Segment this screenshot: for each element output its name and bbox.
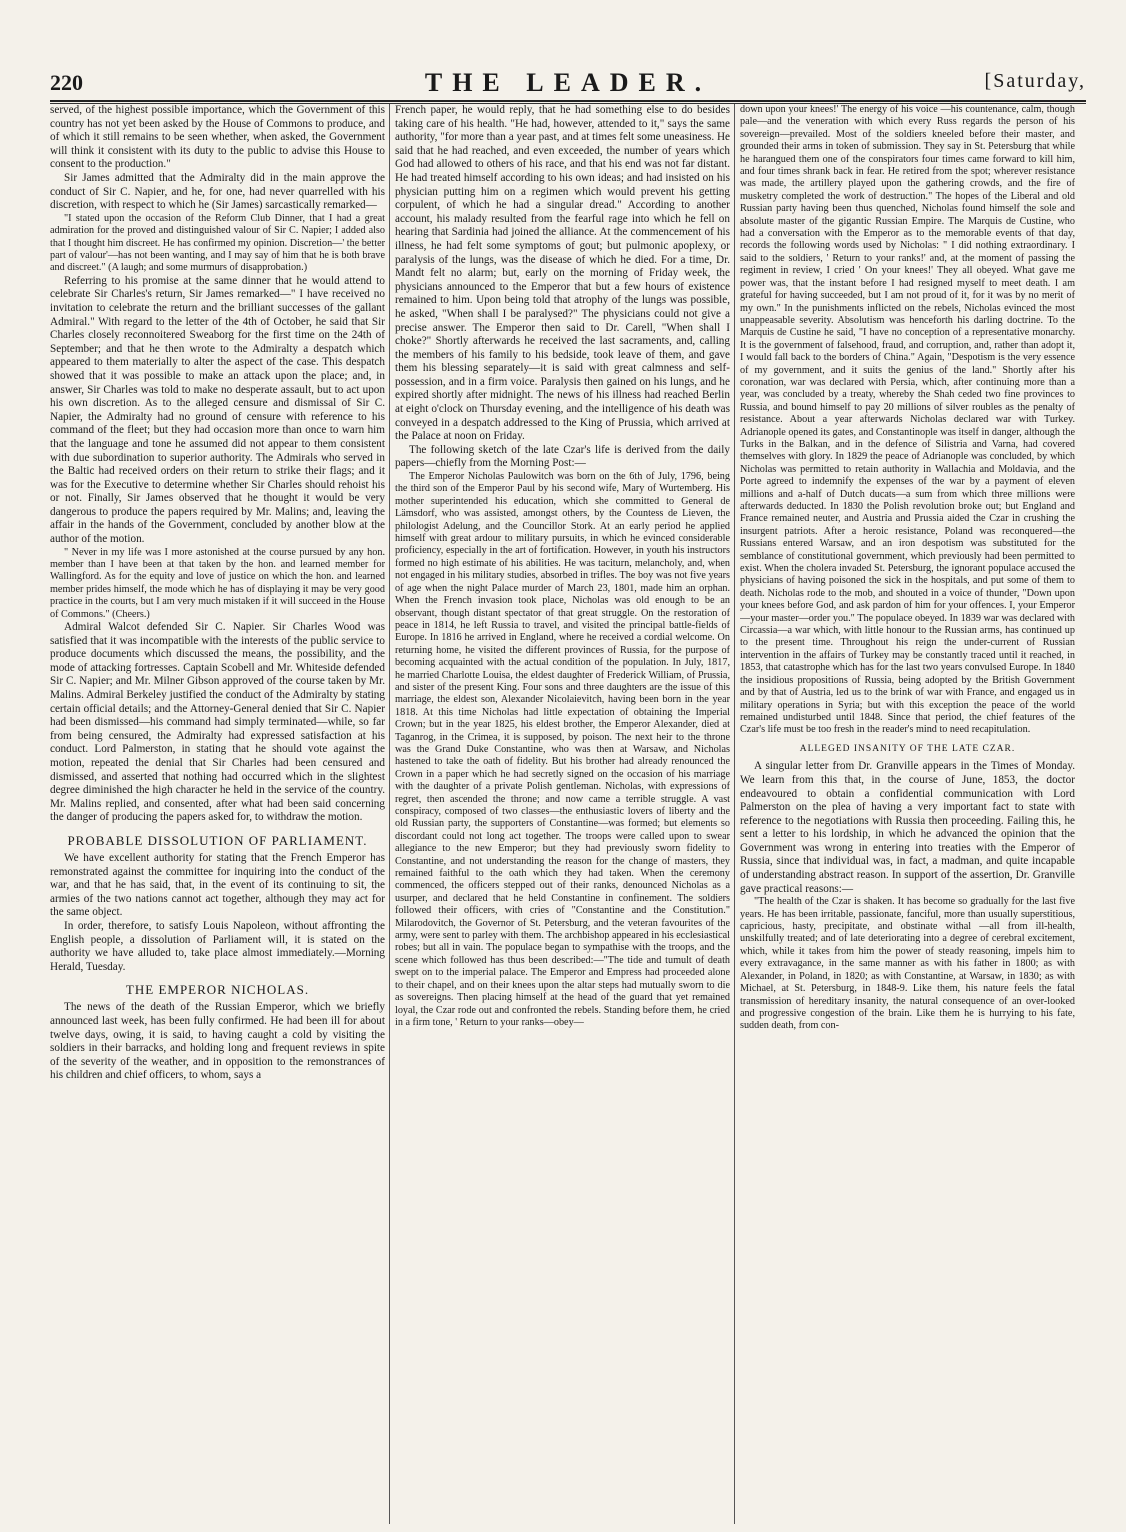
paragraph: Sir James admitted that the Admiralty did in the main approve the conduct of Sir C. Napier, and he, for one, had never quarrelled with his discretion, with respect to which he (Sir James) sarcastically remarked— (50, 171, 385, 212)
column-divider (734, 104, 735, 1524)
issue-day: [Saturday, (984, 70, 1086, 92)
quotation: "The health of the Czar is shaken. It has become so gradually for the last five years. He has been irritable, passionate, fanciful, more than usually superstitious, capricious, hasty, precipitate, and obstinate withal —all from ill-health, unskilfully treated; and of late deteriorating into a degree of cerebral excitement, which, while it takes from him the power of steady reasoning, impels him to every extravagance, in the same manner as with his father in 1800; as with Alexander, in Poland, in 1820; as with Constantine, at Warsaw, in 1830; as with Michael, at St. Petersburg, in 1848-9. Like them, his nature feels the fatal transmission of hereditary insanity, the natural consequence of an over-looked and progressive congestion of the brain. Like them he is hurrying to his fate, sudden death, from con- (740, 896, 1075, 1032)
paragraph: A singular letter from Dr. Granville appears in the Times of Monday. We learn from this that, in the course of June, 1853, the doctor endeavoured to obtain a confidential communication with Lord Palmerston on the plea of having a very important fact to state with reference to the negotiations with Russia then proceeding. Failing this, he sent a letter to his lordship, in which he advanced the opinion that the Government was wrong in entering into treaties with the Emperor of Russia, since that individual was, in fact, a madman, and quite incapable of understanding abstract reason. In support of the assertion, Dr. Granville gave practical reasons:— (740, 760, 1075, 895)
article-subheading: ALLEGED INSANITY OF THE LATE CZAR. (799, 743, 1016, 754)
paragraph: The news of the death of the Russian Emperor, which we briefly announced last week, has been fully confirmed. He had been ill for about twelve days, owing, it is said, to having caught a cold by visiting the soldiers in their barracks, and holding long and frequent reviews in spite of the severity of the weather, and in opposition to the remonstrances of his children and chief officers, to whom, says a (50, 1001, 385, 1082)
paragraph: Referring to his promise at the same dinner that he would attend to celebrate Sir Charles's return, Sir James remarked—" I have received no invitation to celebrate the return and the brilliant successes of the gallant Admiral." With regard to the letter of the 4th of October, he said that Sir Charles closely reconnoitered Sweaborg for the first time on the 24th of September; and that he then wrote to the Admiralty a despatch which appeared to them materially to alter the aspect of the case. This despatch showed that it was possible to make an attack upon the place; and, in answer, Sir Charles was told to make no desperate assault, but to act upon his own discretion. As to the alleged censure and dismissal of Sir C. Napier, the Admiralty had no ground of censure with reference to his command of the fleet; but they had occasion more than once to warn him that the language and tone he assumed did not appear to them consistent with due subordination to superior authority. The Admirals who served in the Baltic had received orders on their return to strike their flags; and it was for the Executive to determine whether Sir Charles should rehoist his or not. Finally, Sir James observed that he thought it would be very dangerous to produce the papers required by Mr. Malins; and, leaving the affair in the hands of the Government, concluded by another blow at the author of the motion. (50, 274, 385, 546)
column-2 (395, 104, 730, 1524)
paragraph: We have excellent authority for stating that the French Emperor has remonstrated against the committee for inquiring into the conduct of the war, and that he has said, that, in the event of its continuing to sit, the armies of the two nations cannot act together, although they may act for the same object. (50, 852, 385, 919)
masthead (50, 64, 1086, 102)
publication-title: THE LEADER. (424, 68, 712, 97)
paragraph: French paper, he would reply, that he had something else to do besides taking care of his health. "He had, however, attended to it," says the same authority, "for more than a year past, and at times felt some uneasiness. He said that he had reached, and even exceeded, the number of years which God had allowed to others of his race, and that his end was not far distant. He had treated himself according to his own ideas; and had insisted on his physician putting him on a regimen which would prevent his getting corpulent, of which he had a singular dread." According to another account, his malady resulted from the fearful rage into which he fell on hearing that Sardinia had joined the alliance. At the commencement of his illness, he had felt some symptoms of gout; but pulmonic apoplexy, or paralysis of the lungs, was the disease of which he died. For a time, Dr. Mandt felt no alarm; but, early on the morning of Friday week, the physicians announced to the Emperor that but a few hours of existence remained to him. Upon being told that atrophy of the lungs was possible, he asked, "When shall I be paralysed?" The physicians could not give a precise answer. The Emperor then said to Dr. Carell, "When shall I choke?" Shortly afterwards he received the last sacraments, and, calling the members of his family to his bedside, took leave of them, and gave them his blessing separately—it is said with great calmness and self-possession, and in a firm voice. Paralysis then gained on his lungs, and he expired shortly after midnight. The news of his illness had reached Berlin at eight o'clock on Thursday evening, and the intelligence of his death was conveyed in a despatch addressed to the King of Prussia, which arrived at the Palace at noon on Friday. (395, 104, 730, 443)
article-heading: PROBABLE DISSOLUTION OF PARLIAMENT. (67, 833, 368, 848)
column-3 (740, 104, 1075, 1524)
paragraph: The following sketch of the late Czar's life is derived from the daily papers—chiefly from the Morning Post:— (395, 443, 730, 470)
quotation: down upon your knees!' The energy of his voice —his countenance, calm, though pale—and the veneration with which every Russ regards the person of his sovereign—prevailed. Most of the soldiers kneeled before their master, and grounded their arms in token of submission. They say in St. Petersburg that while he harangued them one of the conspirators four times came forward to kill him, and four times shrank back in fear. He retired from the spot; wherever resistance was made, the artillery played upon the gathering crowds, and the fire of musketry completed the work of destruction." The hopes of the Liberal and old Russian party having been thus quenched, Nicholas found himself the sole and absolute master of the gigantic Russian Empire. The Marquis de Custine, who had a conversation with the Emperor as to the memorable events of that day, records the following words used by Nicholas: " I did nothing extraordinary. I said to the soldiers, ' Return to your ranks!' and, at the moment of passing the regiment in review, I cried ' On your knees!' They all obeyed. What gave me power was, that the instant before I had resigned myself to meet death. I am grateful for having succeeded, but I am not proud of it, for it was by no merit of my own." In the punishments inflicted on the rebels, Nicholas evinced the most unappeasable severity. Absolutism was henceforth his darling doctrine. To the Marquis de Custine he said, "I have no conception of a representative monarchy. It is the government of falsehood, fraud, and corruption, and, rather than adopt it, I would fall back to the borders of China." Again, "Despotism is the very essence of my government, and it suits the genius of the land." Shortly after his coronation, war was declared with Persia, which, after continuing more than a year, was concluded by a treaty, whereby the Shah ceded two fine provinces to Russia, and bound himself to pay 20 millions of silver roubles as the penalty of resistance. About a year afterwards Nicholas declared war with Turkey. Adrianople opened its gates, and Constantinople was itself in danger, although the Turks in the Balkan, and in the defence of Silistria and Varna, had covered themselves with glory. In 1829 the peace of Adrianople was concluded, by which Nicholas was permitted to retain authority in Wallachia and Moldavia, and the Porte agreed to indemnify the expenses of the war by a payment of eleven millions and a-half of Dutch ducats—a sum from which three millions were afterwards deducted. In 1830 the Polish revolution broke out; but England and France remained neuter, and Austria and Prussia aided the Czar in crushing the insurgent patriots. After a heroic resistance, Poland was reconquered—the Russians entered Warsaw, and an iron despotism was substituted for the semblance of constitutional government, which previously had been permitted to exist. When the cholera invaded St. Petersburg, the ignorant populace accused the physicians of having poisoned the sick in the hospitals, and put some of them to death. Nicholas rode to the mob, and shouted in a voice of thunder, "Down upon your knees before God, and ask pardon of him for your offences. I, your Emperor—your master—order you." The populace obeyed. In 1839 war was declared with Circassia—a war which, with little honour to the Russian arms, has continued up to the present time. Throughout his reign the under-current of Russian intervention in the affairs of Turkey may be constantly traced until it reached, in 1853, that catastrophe which has for the last two years convulsed Europe. In 1840 the insidious propositions of Russia, being adopted by the British Government and by that of Austria, led us to the brink of war with France, and engaged us in military operations in Syria; but with this exception the peace of the world remained undisturbed until 1848. Since that period, the chief features of the Czar's life must be too fresh in the reader's mind to need recapitulation. (740, 104, 1075, 736)
paragraph: served, of the highest possible importance, which the Government of this country has not yet been asked by the House of Commons to produce, and of which it still remains to be seen whether, when asked, the Government will think it consistent with its duty to the public to advise this House to consent to the production." (50, 104, 385, 171)
column-1 (50, 104, 385, 1524)
page-number: 220 (50, 70, 83, 95)
quotation: " Never in my life was I more astonished at the course pursued by any hon. member than I have been at that taken by the hon. and learned member for Wallingford. As for the equity and love of justice on which the hon. and learned member prides himself, the mode which he has of displaying it may be very good practice in the courts, but I am very much mistaken if it will succeed in the House of Commons." (Cheers.) (50, 546, 385, 620)
column-divider (389, 104, 390, 1524)
paragraph: In order, therefore, to satisfy Louis Napoleon, without affronting the English people, a dissolution of Parliament will, it is stated on the authority we have alluded to, take place almost immediately.—Morning Herald, Tuesday. (50, 919, 385, 973)
paragraph: Admiral Walcot defended Sir C. Napier. Sir Charles Wood was satisfied that it was incompatible with the interests of the public service to produce documents which discussed the means, the possibility, and the mode of attacking fortresses. Captain Scobell and Mr. Whiteside defended Sir C. Napier; and Mr. Milner Gibson approved of the course taken by Mr. Malins. Admiral Berkeley justified the conduct of the Admiralty by stating certain official details; and the Attorney-General denied that Sir C. Napier had been dismissed—his command had simply terminated—while, so far from being censured, the Admiralty had expressed satisfaction at his conduct. Lord Palmerston, in stating that he should vote against the motion, repeated the denial that Sir Charles had been censured and dismissed, and asserted that nothing had occurred which in the slightest degree diminished the high character he held in the service of the country. Mr. Malins replied, and consented, after what had been said concerning the danger of producing the papers asked for, to withdraw the motion. (50, 621, 385, 824)
quotation: "I stated upon the occasion of the Reform Club Dinner, that I had a great admiration for the proved and distinguished valour of Sir C. Napier; I added also that I thought him discreet. He has confirmed my opinion. Discretion—' the better part of valour'—has not been wanting, and I may say of him that he is both brave and discreet." (A laugh; and some murmurs of disapprobation.) (50, 212, 385, 274)
article-heading: THE EMPEROR NICHOLAS. (125, 982, 310, 998)
quotation: The Emperor Nicholas Paulowitch was born on the 6th of July, 1796, being the third son of the Emperor Paul by his second wife, Mary of Wurtemberg. His mother superintended his education, which she committed to General de Lämsdorf, who was assisted, amongst others, by the Countess de Lieven, the philologist Adelung, and the Councillor Stork. At an early period he applied himself with great ardour to military pursuits, in which he evinced considerable proficiency, especially in the art of fortification. However, in youth his instructors formed no high estimate of his abilities. He was taciturn, melancholy, and, when not engaged in his military studies, absorbed in trifles. The boy was not five years of age when the night Palace murder of March 23, 1801, made him an orphan. When the French invasion took place, Nicholas was old enough to be an observant, though distant spectator of that great struggle. On the restoration of peace in 1814, he left Russia to travel, and visited the principal battle-fields of Europe. In 1816 he arrived in England, where he received a cordial welcome. On returning home, he visited the different provinces of Russia, for the purpose of becoming acquainted with the actual condition of the population. In July, 1817, he married Charlotte Louisa, the eldest daughter of Frederick William, of Prussia, and sister of the present King. Four sons and three daughters are the issue of this marriage, the eldest son, Alexander Nicolaievitch, having been born in the year 1818. At this time Nicholas had little expectation of obtaining the Imperial Crown; but in the year 1825, his eldest brother, the Emperor Alexander, died at Taganrog, in the Crimea, it is supposed, by poison. The next heir to the throne was the Grand Duke Constantine, who was then at Warsaw, and Nicholas hastened to take the oath of fidelity. But his brother had already renounced the Crown in a paper which he had secretly signed on the occasion of his marriage with the daughter of a private Polish gentleman. Nicholas, with expressions of regret, then ascended the throne; and now came a terrible struggle. A vast conspiracy, composed of two classes—the enthusiastic lovers of liberty and the old Russian party, the supporters of Constantine—was formed; but elements so discordant could not long act together. The troops were called upon to swear allegiance to the new Emperor; but they had previously sworn fidelity to Constantine, and not understanding the reason for the change of masters, they remained faithful to the oath which they had taken. When the ceremony commenced, the officers stepped out of their ranks, denounced Nicholas as a usurper, and declared that he held Constantine in confinement. The soldiers followed their officers, with cries of "Constantine and the Constitution." Milarodovitch, the Governor of St. Petersburg, and the veteran favourites of the army, were sent to parley with them. The archbishop appeared in his ecclesiastical robes; but all in vain. The populace began to sympathise with the troops, and the scene which followed has thus been described:—"The tide and tumult of death swept on to the imperial palace. The Emperor and Empress had proceeded alone to their chapel, and on their knees upon the altar steps had mutually sworn to die as sovereigns. Then placing himself at the head of the guard that yet remained loyal, the Czar rode out and confronted the rebels. Standing before them, he cried in a firm tone, ' Return to your ranks—obey— (395, 471, 730, 1028)
